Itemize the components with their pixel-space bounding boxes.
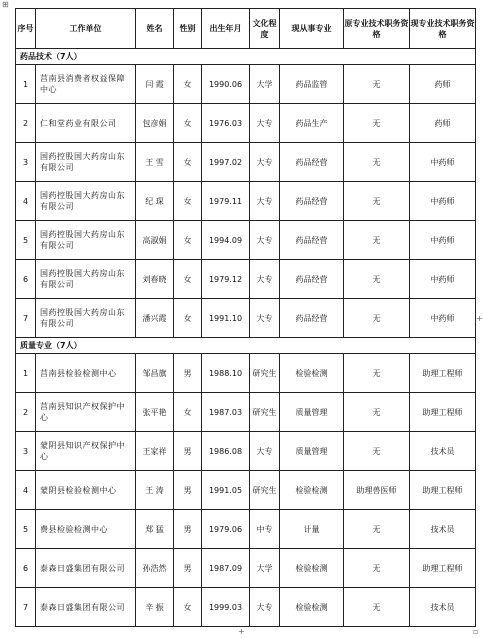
table-cell: 中药师 bbox=[410, 299, 476, 338]
table-cell: 1991.05 bbox=[202, 471, 250, 510]
table-cell: 高淑娟 bbox=[136, 221, 174, 260]
table-move-handle-icon[interactable]: ⊞ bbox=[2, 0, 9, 9]
table-cell: 王家祥 bbox=[136, 432, 174, 471]
table-cell: 5 bbox=[16, 221, 36, 260]
table-cell: 国药控股国大药房山东有限公司 bbox=[36, 299, 136, 338]
table-cell: 3 bbox=[16, 432, 36, 471]
table-cell: 药品监管 bbox=[280, 65, 344, 104]
table-cell: 质量管理 bbox=[280, 393, 344, 432]
table-row bbox=[16, 299, 476, 338]
table-cell: 无 bbox=[344, 354, 410, 393]
table-cell: 莒南县消费者权益保障中心 bbox=[36, 65, 136, 104]
table-cell: 无 bbox=[344, 104, 410, 143]
table-cell: 泰森日盛集团有限公司 bbox=[36, 549, 136, 588]
table-cell: 5 bbox=[16, 510, 36, 549]
table-cell: 女 bbox=[174, 221, 202, 260]
table-cell: 国药控股国大药房山东有限公司 bbox=[36, 221, 136, 260]
table-cell: 大专 bbox=[250, 588, 280, 627]
table-cell: 郑 猛 bbox=[136, 510, 174, 549]
table-cell: 研究生 bbox=[250, 471, 280, 510]
table-cell: 1 bbox=[16, 354, 36, 393]
table-cell: 无 bbox=[344, 299, 410, 338]
table-cell: 药品经营 bbox=[280, 221, 344, 260]
table-cell: 费县检验检测中心 bbox=[36, 510, 136, 549]
table-cell: 无 bbox=[344, 143, 410, 182]
table-cell: 大学 bbox=[250, 65, 280, 104]
table-cell: 检验检测 bbox=[280, 549, 344, 588]
table-cell: 王 雪 bbox=[136, 143, 174, 182]
table-cell: 无 bbox=[344, 432, 410, 471]
table-cell: 邹昌旗 bbox=[136, 354, 174, 393]
table-cell: 闫 霞 bbox=[136, 65, 174, 104]
table-row bbox=[16, 471, 476, 510]
table-cell: 1979.12 bbox=[202, 260, 250, 299]
table-cell: 女 bbox=[174, 588, 202, 627]
table-row bbox=[16, 549, 476, 588]
table-body bbox=[16, 49, 476, 627]
header-cell: 原专业技术职务资格 bbox=[344, 9, 410, 49]
table-cell: 莒南县检验检测中心 bbox=[36, 354, 136, 393]
table-cell: 6 bbox=[16, 260, 36, 299]
table-cell: 仁和堂药业有限公司 bbox=[36, 104, 136, 143]
table-cell: 7 bbox=[16, 588, 36, 627]
table-cell: 莒南县知识产权保护中心 bbox=[36, 393, 136, 432]
table-row bbox=[16, 510, 476, 549]
table-cell: 技术员 bbox=[410, 510, 476, 549]
table-cell: 研究生 bbox=[250, 393, 280, 432]
table-cell: 质量管理 bbox=[280, 432, 344, 471]
table-cell: 蒙阴县检验检测中心 bbox=[36, 471, 136, 510]
table-resize-handle-icon[interactable]: ▫ bbox=[473, 627, 479, 636]
header-cell: 工作单位 bbox=[36, 9, 136, 49]
table-cell: 无 bbox=[344, 393, 410, 432]
table-cell: 女 bbox=[174, 65, 202, 104]
table-cell: 助理工程师 bbox=[410, 549, 476, 588]
table-cell: 国药控股国大药房山东有限公司 bbox=[36, 143, 136, 182]
document-page bbox=[15, 8, 475, 627]
table-cell: 1 bbox=[16, 65, 36, 104]
table-cell: 4 bbox=[16, 182, 36, 221]
table-cell: 泰森日盛集团有限公司 bbox=[36, 588, 136, 627]
table-cell: 助理兽医师 bbox=[344, 471, 410, 510]
table-cell: 大专 bbox=[250, 299, 280, 338]
table-cell: 计量 bbox=[280, 510, 344, 549]
table-cell: 药品经营 bbox=[280, 260, 344, 299]
table-cell: 包彦娟 bbox=[136, 104, 174, 143]
table-cell: 女 bbox=[174, 104, 202, 143]
table-cell: 1988.10 bbox=[202, 354, 250, 393]
table-cell: 1976.03 bbox=[202, 104, 250, 143]
table-row bbox=[16, 221, 476, 260]
table-cell: 无 bbox=[344, 65, 410, 104]
table-cell: 女 bbox=[174, 260, 202, 299]
table-cell: 大专 bbox=[250, 182, 280, 221]
table-cell: 国药控股国大药房山东有限公司 bbox=[36, 260, 136, 299]
add-column-handle-icon[interactable]: + bbox=[476, 314, 483, 323]
table-cell: 女 bbox=[174, 143, 202, 182]
table-cell: 无 bbox=[344, 221, 410, 260]
table-cell: 大学 bbox=[250, 549, 280, 588]
table-cell: 4 bbox=[16, 471, 36, 510]
table-cell: 孙浩然 bbox=[136, 549, 174, 588]
table-cell: 研究生 bbox=[250, 354, 280, 393]
table-cell: 女 bbox=[174, 299, 202, 338]
table-cell: 1991.10 bbox=[202, 299, 250, 338]
table-row bbox=[16, 182, 476, 221]
table-cell: 潘兴霞 bbox=[136, 299, 174, 338]
table-cell: 中专 bbox=[250, 510, 280, 549]
section-title: 质量专业（7人） bbox=[16, 338, 476, 354]
table-cell: 王 涛 bbox=[136, 471, 174, 510]
section-header-row bbox=[16, 338, 476, 354]
table-cell: 检验检测 bbox=[280, 471, 344, 510]
table-cell: 助理工程师 bbox=[410, 354, 476, 393]
table-cell: 2 bbox=[16, 393, 36, 432]
header-cell: 序号 bbox=[16, 9, 36, 49]
table-cell: 无 bbox=[344, 260, 410, 299]
table-cell: 药品经营 bbox=[280, 299, 344, 338]
table-cell: 女 bbox=[174, 182, 202, 221]
table-cell: 无 bbox=[344, 588, 410, 627]
table-cell: 无 bbox=[344, 182, 410, 221]
table-cell: 无 bbox=[344, 549, 410, 588]
table-cell: 1997.02 bbox=[202, 143, 250, 182]
section-title: 药品技术（7人） bbox=[16, 49, 476, 65]
table-cell: 纪 琛 bbox=[136, 182, 174, 221]
add-row-handle-icon[interactable]: + bbox=[238, 627, 245, 636]
personnel-table bbox=[15, 8, 476, 627]
table-row bbox=[16, 393, 476, 432]
table-cell: 大专 bbox=[250, 104, 280, 143]
table-cell: 助理工程师 bbox=[410, 393, 476, 432]
table-cell: 中药师 bbox=[410, 260, 476, 299]
header-cell: 姓名 bbox=[136, 9, 174, 49]
table-cell: 1979.11 bbox=[202, 182, 250, 221]
table-cell: 技术员 bbox=[410, 588, 476, 627]
header-cell: 现专业技术职务资格 bbox=[410, 9, 476, 49]
table-cell: 男 bbox=[174, 549, 202, 588]
table-row bbox=[16, 588, 476, 627]
table-cell: 2 bbox=[16, 104, 36, 143]
header-cell: 性别 bbox=[174, 9, 202, 49]
table-cell: 药品经营 bbox=[280, 182, 344, 221]
table-cell: 1987.09 bbox=[202, 549, 250, 588]
table-row bbox=[16, 104, 476, 143]
table-cell: 1994.09 bbox=[202, 221, 250, 260]
table-cell: 中药师 bbox=[410, 143, 476, 182]
header-cell: 出生年月 bbox=[202, 9, 250, 49]
table-cell: 大专 bbox=[250, 432, 280, 471]
header-cell: 文化程度 bbox=[250, 9, 280, 49]
table-cell: 3 bbox=[16, 143, 36, 182]
table-cell: 7 bbox=[16, 299, 36, 338]
table-cell: 药师 bbox=[410, 65, 476, 104]
table-header-row bbox=[16, 9, 476, 49]
table-row bbox=[16, 432, 476, 471]
table-cell: 男 bbox=[174, 432, 202, 471]
table-row bbox=[16, 260, 476, 299]
table-cell: 1987.03 bbox=[202, 393, 250, 432]
table-cell: 女 bbox=[174, 393, 202, 432]
table-row bbox=[16, 354, 476, 393]
table-cell: 大专 bbox=[250, 260, 280, 299]
table-cell: 药品经营 bbox=[280, 143, 344, 182]
table-cell: 1986.08 bbox=[202, 432, 250, 471]
table-cell: 男 bbox=[174, 471, 202, 510]
table-cell: 中药师 bbox=[410, 182, 476, 221]
table-cell: 1999.03 bbox=[202, 588, 250, 627]
table-cell: 药品生产 bbox=[280, 104, 344, 143]
table-cell: 辛 振 bbox=[136, 588, 174, 627]
table-cell: 国药控股国大药房山东有限公司 bbox=[36, 182, 136, 221]
table-cell: 无 bbox=[344, 510, 410, 549]
table-row bbox=[16, 143, 476, 182]
table-cell: 男 bbox=[174, 510, 202, 549]
table-cell: 蒙阴县知识产权保护中心 bbox=[36, 432, 136, 471]
table-cell: 检验检测 bbox=[280, 354, 344, 393]
table-cell: 大专 bbox=[250, 143, 280, 182]
table-cell: 中药师 bbox=[410, 221, 476, 260]
table-cell: 药师 bbox=[410, 104, 476, 143]
table-cell: 技术员 bbox=[410, 432, 476, 471]
table-cell: 6 bbox=[16, 549, 36, 588]
table-cell: 张平艳 bbox=[136, 393, 174, 432]
table-cell: 助理工程师 bbox=[410, 471, 476, 510]
header-cell: 现从事专业 bbox=[280, 9, 344, 49]
table-cell: 大专 bbox=[250, 221, 280, 260]
table-cell: 检验检测 bbox=[280, 588, 344, 627]
table-cell: 1979.06 bbox=[202, 510, 250, 549]
table-cell: 男 bbox=[174, 354, 202, 393]
table-row bbox=[16, 65, 476, 104]
table-cell: 刘春晓 bbox=[136, 260, 174, 299]
section-header-row bbox=[16, 49, 476, 65]
table-cell: 1990.06 bbox=[202, 65, 250, 104]
